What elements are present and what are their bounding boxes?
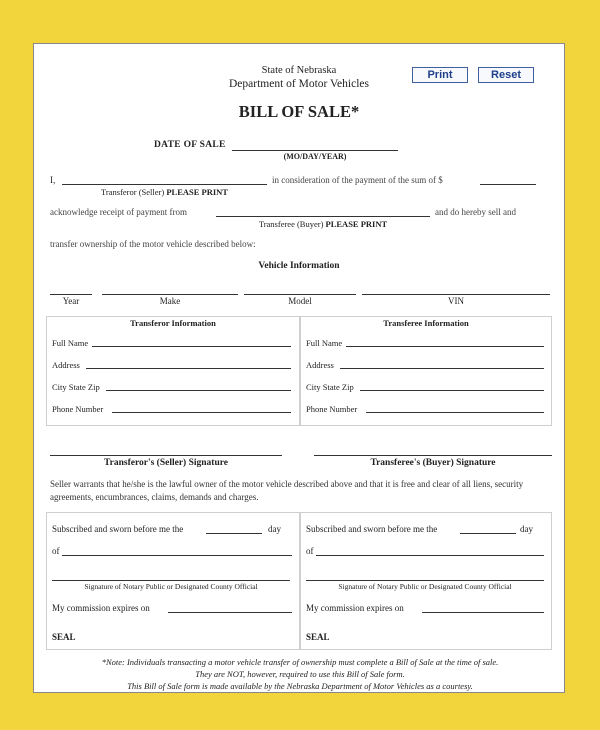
- department-heading: Department of Motor Vehicles: [229, 78, 369, 90]
- print-button[interactable]: Print: [412, 67, 468, 83]
- buyer-name-field[interactable]: [216, 216, 430, 217]
- i-label: I,: [50, 175, 56, 185]
- transferee-heading: Transferee Information: [383, 318, 469, 328]
- seller-day-field[interactable]: [206, 533, 262, 534]
- consideration-text: in consideration of the payment of the sum of $: [272, 175, 443, 185]
- year-label: Year: [62, 296, 80, 306]
- buyer-commission-label: My commission expires on: [306, 603, 404, 613]
- seller-of-label: of: [52, 546, 60, 556]
- date-of-sale-label: DATE OF SALE: [154, 140, 226, 150]
- vin-label: VIN: [448, 296, 464, 306]
- buyer-day-field[interactable]: [460, 533, 516, 534]
- transferor-fullname-field[interactable]: [92, 346, 291, 347]
- date-of-sale-field[interactable]: [232, 150, 398, 151]
- seller-seal-label: SEAL: [52, 632, 76, 642]
- footnote-line-3: This Bill of Sale form is made available by the Nebraska Department of Motor Vehicles as a courtesy.: [127, 681, 473, 691]
- sell-text: and do hereby sell and: [435, 207, 516, 217]
- vehicle-model-field[interactable]: [244, 294, 356, 295]
- warranty-statement: Seller warrants that he/she is the lawful owner of the motor vehicle described above and that it is free and clear of all liens, security agreements, encumbrances, claims, demands and charges.: [50, 479, 524, 502]
- transferor-fullname-label: Full Name: [52, 338, 89, 348]
- seller-day-label: day: [268, 524, 281, 534]
- transferee-fullname-field[interactable]: [346, 346, 544, 347]
- seller-signature-label: Transferor's (Seller) Signature: [103, 458, 228, 468]
- vehicle-year-field[interactable]: [50, 294, 92, 295]
- buyer-signature-label: Transferee's (Buyer) Signature: [370, 458, 496, 468]
- transferor-city-label: City State Zip: [52, 382, 100, 392]
- vehicle-make-field[interactable]: [102, 294, 238, 295]
- reset-button[interactable]: Reset: [478, 67, 534, 83]
- transferee-address-label: Address: [306, 360, 334, 370]
- seller-notary-signature-caption: Signature of Notary Public or Designated County Official: [84, 582, 258, 591]
- transfer-ownership-text: transfer ownership of the motor vehicle described below:: [50, 239, 256, 249]
- model-label: Model: [288, 296, 312, 306]
- transferor-heading: Transferor Information: [130, 318, 216, 328]
- buyer-day-label: day: [520, 524, 533, 534]
- buyer-subscribed-text: Subscribed and sworn before me the: [306, 524, 438, 534]
- buyer-signature-field[interactable]: [314, 455, 552, 456]
- transferee-address-field[interactable]: [340, 368, 544, 369]
- seller-subscribed-text: Subscribed and sworn before me the: [52, 524, 184, 534]
- transferor-phone-field[interactable]: [112, 412, 291, 413]
- seller-commission-label: My commission expires on: [52, 603, 150, 613]
- seller-notary-signature-field[interactable]: [52, 580, 290, 581]
- buyer-caption: Transferee (Buyer) PLEASE PRINT: [258, 219, 388, 229]
- buyer-commission-field[interactable]: [422, 612, 544, 613]
- transferor-city-field[interactable]: [106, 390, 291, 391]
- make-label: Make: [159, 296, 181, 306]
- state-heading: State of Nebraska: [261, 65, 337, 76]
- footnote-line-1: *Note: Individuals transacting a motor vehicle transfer of ownership must complete a Bill of Sale at the time of sale.: [101, 657, 499, 667]
- buyer-of-field[interactable]: [316, 555, 544, 556]
- buyer-notary-signature-caption: Signature of Notary Public or Designated County Official: [338, 582, 512, 591]
- transferor-phone-label: Phone Number: [52, 404, 104, 414]
- transferor-address-field[interactable]: [86, 368, 291, 369]
- form-title: BILL OF SALE*: [238, 102, 360, 121]
- sale-amount-field[interactable]: [480, 184, 536, 185]
- buyer-notary-signature-field[interactable]: [306, 580, 544, 581]
- transferee-city-field[interactable]: [360, 390, 544, 391]
- buyer-of-label: of: [306, 546, 314, 556]
- transferee-phone-label: Phone Number: [306, 404, 358, 414]
- buyer-seal-label: SEAL: [306, 632, 330, 642]
- seller-signature-field[interactable]: [50, 455, 282, 456]
- seller-of-field[interactable]: [62, 555, 292, 556]
- bill-of-sale-form: [33, 43, 565, 693]
- transferee-phone-field[interactable]: [366, 412, 544, 413]
- vehicle-info-heading: Vehicle Information: [258, 261, 340, 271]
- seller-caption: Transferor (Seller) PLEASE PRINT: [101, 187, 228, 197]
- date-format-caption: (MO/DAY/YEAR): [283, 152, 347, 161]
- seller-commission-field[interactable]: [168, 612, 292, 613]
- transferor-address-label: Address: [52, 360, 80, 370]
- vehicle-vin-field[interactable]: [362, 294, 550, 295]
- footnote-line-2: They are NOT, however, required to use this Bill of Sale form.: [195, 669, 405, 679]
- acknowledge-text: acknowledge receipt of payment from: [50, 207, 187, 217]
- transferee-fullname-label: Full Name: [306, 338, 343, 348]
- transferee-city-label: City State Zip: [306, 382, 354, 392]
- seller-name-field[interactable]: [62, 184, 267, 185]
